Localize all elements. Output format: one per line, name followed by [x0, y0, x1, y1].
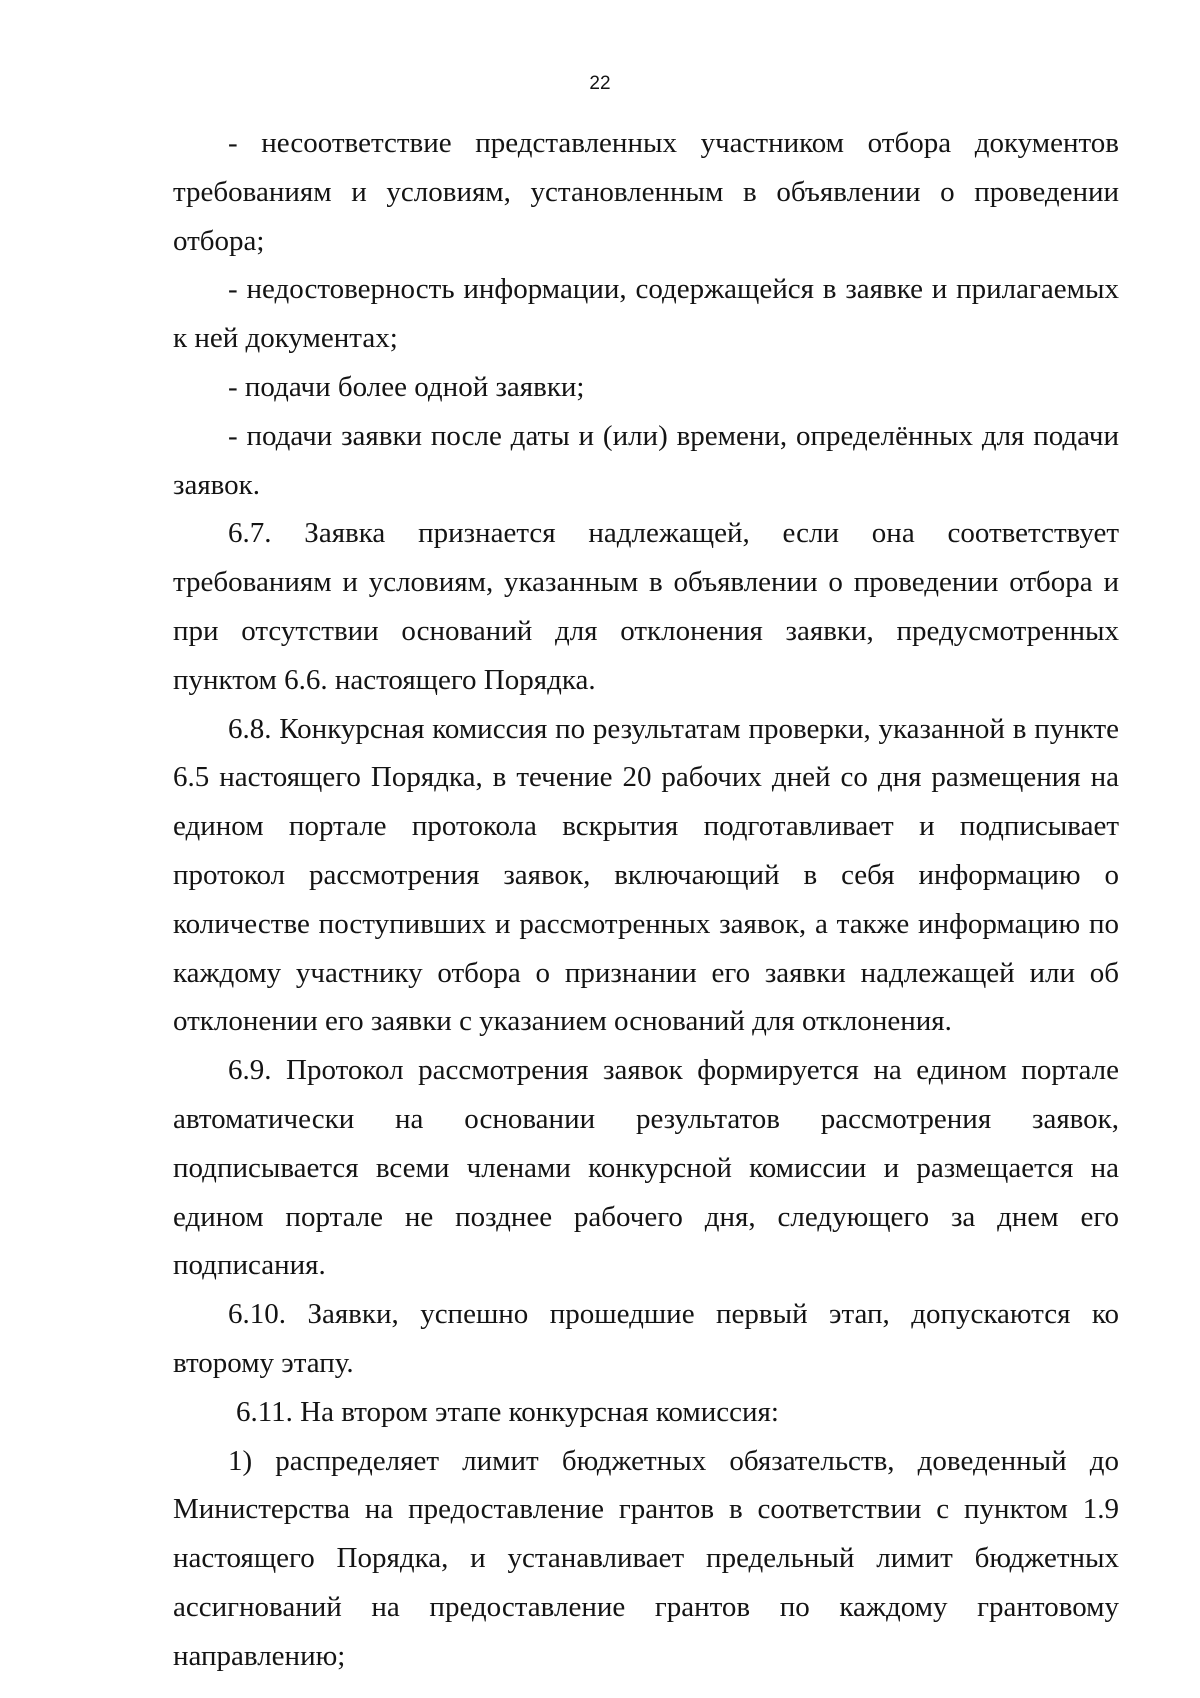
page-number: 22 [589, 73, 611, 94]
paragraph-criterion-false-info: - недостоверность информации, содержащейся в заявке и прилагаемых к ней документах; [173, 273, 1119, 355]
paragraph-6-9: 6.9. Протокол рассмотрения заявок формируется на едином портале автоматически на основании результатов рассмотрения заявок, подписывается всеми членами конкурсной комиссии и размещается на едином портале не позднее рабочего дня, следующего за днем его подписания. [173, 1054, 1119, 1282]
paragraph-6-11: 6.11. На втором этапе конкурсная комиссия: [236, 1395, 779, 1428]
paragraph-criterion-late-submission: - подачи заявки после даты и (или) времени, определённых для подачи заявок. [173, 419, 1119, 501]
paragraph-criterion-mismatch: - несоответствие представленных участником отбора документов требованиям и условиям, установленным в объявлении о проведении отбора; [173, 127, 1119, 257]
paragraph-6-11-item-1: 1) распределяет лимит бюджетных обязательств, доведенный до Министерства на предоставление грантов в соответствии с пунктом 1.9 настоящего Порядка, и устанавливает предельный лимит бюджетных ассигнований на предоставление грантов по каждому грантовому направлению; [173, 1444, 1119, 1672]
paragraph-criterion-multiple-applications: - подачи более одной заявки; [228, 370, 585, 403]
paragraph-6-8: 6.8. Конкурсная комиссия по результатам проверки, указанной в пункте 6.5 настоящего Порядка, в течение 20 рабочих дней со дня размещения на едином портале протокола вскрытия подготавливает и подписывает протокол рассмотрения заявок, включающий в себя информацию о количестве поступивших и рассмотренных заявок, а также информацию по каждому участнику отбора о признании его заявки надлежащей или об отклонении его заявки с указанием оснований для отклонения. [173, 712, 1119, 1038]
paragraph-6-10: 6.10. Заявки, успешно прошедшие первый этап, допускаются ко второму этапу. [173, 1298, 1119, 1379]
paragraph-6-7: 6.7. Заявка признается надлежащей, если она соответствует требованиям и условиям, указанным в объявлении о проведении отбора и при отсутствии оснований для отклонения заявки, предусмотренных пунктом 6.6. настоящего Порядка. [173, 517, 1119, 696]
document-body [173, 119, 1119, 1681]
